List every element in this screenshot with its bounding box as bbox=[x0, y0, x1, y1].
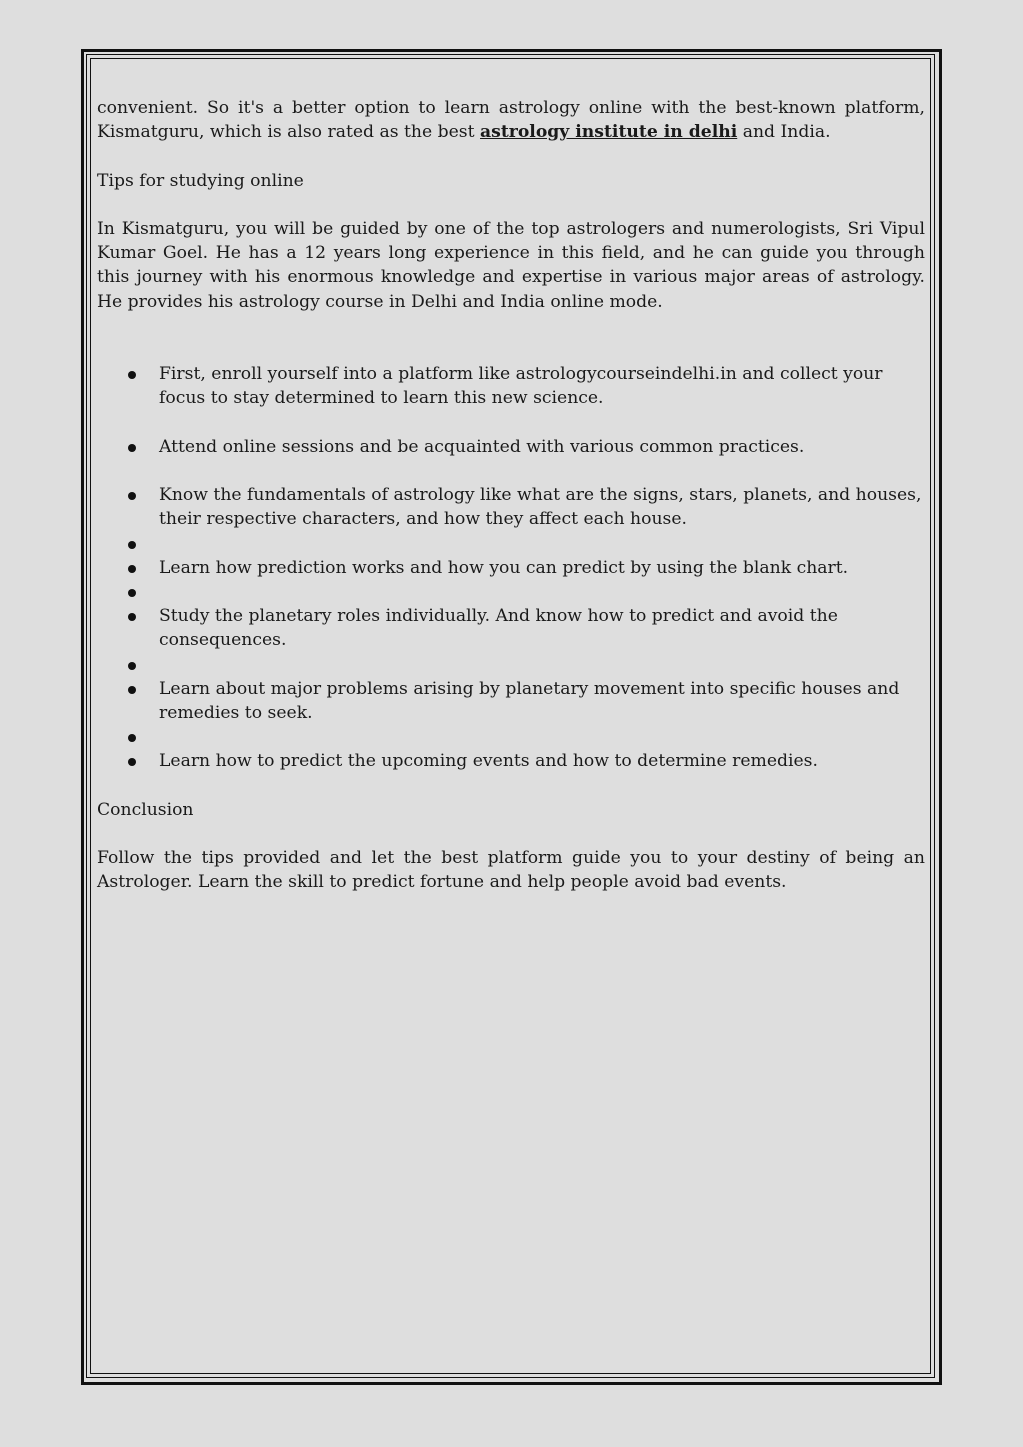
tips-list bbox=[97, 362, 925, 773]
bullet-icon bbox=[128, 758, 136, 766]
bullet-icon bbox=[128, 662, 136, 670]
list-item bbox=[97, 435, 925, 459]
list-item-spacer bbox=[97, 459, 925, 483]
list-item bbox=[97, 677, 925, 725]
bullet-icon bbox=[128, 613, 136, 621]
list-item-empty bbox=[97, 580, 925, 604]
intro-text-before-link: convenient. So it's a better option to learn astrology online with the best-known platform, Kismatguru, which is also rated as the best bbox=[97, 98, 925, 143]
bullet-icon bbox=[128, 686, 136, 694]
list-item bbox=[97, 362, 925, 410]
astrology-institute-link[interactable]: astrology institute in delhi bbox=[480, 122, 738, 143]
list-item-empty bbox=[97, 532, 925, 556]
bullet-icon bbox=[128, 541, 136, 549]
conclusion-paragraph: Follow the tips provided and let the best platform guide you to your destiny of being an Astrologer. Learn the skill to predict fortune and help people avoid bad events. bbox=[97, 848, 925, 893]
conclusion-heading: Conclusion bbox=[97, 799, 194, 820]
bullet-icon bbox=[128, 371, 136, 379]
bullet-icon bbox=[128, 492, 136, 500]
list-item-empty bbox=[97, 725, 925, 749]
bullet-icon bbox=[128, 589, 136, 597]
list-item-empty bbox=[97, 653, 925, 677]
list-item bbox=[97, 483, 925, 531]
list-item-text: Study the planetary roles individually. And know how to predict and avoid the consequences. bbox=[159, 606, 838, 651]
list-item-text: Attend online sessions and be acquainted with various common practices. bbox=[159, 436, 805, 457]
list-item-text: Learn how to predict the upcoming events and how to determine remedies. bbox=[159, 751, 818, 772]
list-item bbox=[97, 749, 925, 773]
tips-heading: Tips for studying online bbox=[97, 170, 304, 191]
bullet-icon bbox=[128, 565, 136, 573]
document-body bbox=[97, 96, 925, 895]
bullet-icon bbox=[128, 444, 136, 452]
list-item-text: First, enroll yourself into a platform like astrologycourseindelhi.in and collect your focus to stay determined to learn this new science. bbox=[159, 364, 883, 409]
list-item-text: Learn about major problems arising by planetary movement into specific houses and remedies to seek. bbox=[159, 678, 900, 723]
guide-paragraph: In Kismatguru, you will be guided by one of the top astrologers and numerologists, Sri Vipul Kumar Goel. He has a 12 years long experience in this field, and he can guide you through this journey with his enormous knowledge and expertise in various major areas of astrology. He provides his astrology course in Delhi and India online mode. bbox=[97, 218, 925, 312]
intro-paragraph bbox=[97, 96, 925, 144]
list-item-text: Learn how prediction works and how you can predict by using the blank chart. bbox=[159, 557, 849, 578]
list-item-text: Know the fundamentals of astrology like what are the signs, stars, planets, and houses, their respective characters, and how they affect each house. bbox=[159, 485, 922, 530]
bullet-icon bbox=[128, 734, 136, 742]
list-item bbox=[97, 556, 925, 580]
intro-text-after-link: and India. bbox=[737, 122, 831, 143]
list-item-spacer bbox=[97, 411, 925, 435]
list-item bbox=[97, 604, 925, 652]
